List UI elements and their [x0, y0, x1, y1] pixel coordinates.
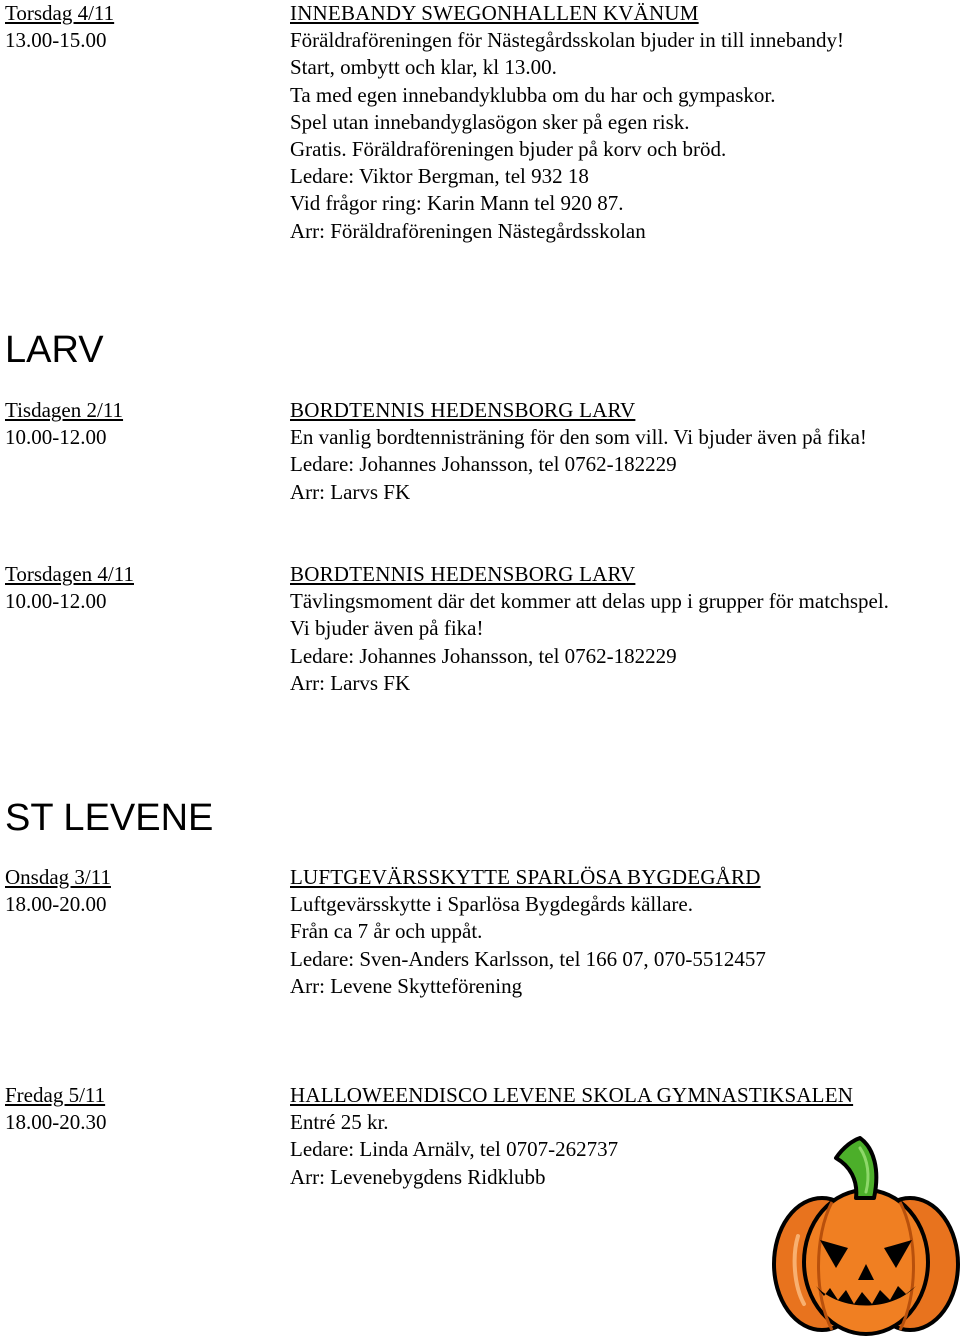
event-line: Arr: Föräldraföreningen Nästegårdsskolan [290, 218, 646, 243]
event-line: Start, ombytt och klar, kl 13.00. [290, 55, 557, 80]
event-line: Ta med egen innebandyklubba om du har och gympaskor. [290, 82, 776, 107]
event-line: Arr: Larvs FK [290, 479, 411, 504]
event-line: Spel utan innebandyglasögon sker på egen risk. [290, 109, 690, 134]
event-line: Arr: Levenebygdens Ridklubb [290, 1164, 546, 1189]
event-when [5, 864, 285, 918]
event-line: Entré 25 kr. [290, 1110, 389, 1135]
event-line: En vanlig bordtennisträning för den som vill. Vi bjuder även på fika! [290, 425, 867, 450]
event-line: Vi bjuder även på fika! [290, 616, 484, 641]
event-line: Ledare: Sven-Anders Karlsson, tel 166 07, 070-5512457 [290, 946, 766, 971]
pumpkin-body [774, 1190, 958, 1334]
event-details [290, 397, 960, 506]
event-line: Ledare: Linda Arnälv, tel 0707-262737 [290, 1137, 619, 1162]
event-when [5, 0, 285, 54]
jack-o-lantern-icon [770, 1136, 960, 1339]
event-line: Luftgevärsskytte i Sparlösa Bygdegårds källare. [290, 892, 693, 917]
event-day: Tisdagen 2/11 [5, 398, 124, 422]
event-title: INNEBANDY SWEGONHALLEN KVÄNUM [290, 1, 699, 25]
event-line: Ledare: Viktor Bergman, tel 932 18 [290, 164, 589, 189]
event-line: Ledare: Johannes Johansson, tel 0762-182229 [290, 452, 677, 477]
event-time: 10.00-12.00 [5, 425, 107, 450]
stem-shape [836, 1138, 876, 1198]
event-time: 18.00-20.00 [5, 892, 107, 917]
event-when [5, 397, 285, 451]
event-day: Onsdag 3/11 [5, 865, 111, 889]
event-line: Från ca 7 år och uppåt. [290, 919, 483, 944]
event-details [290, 0, 960, 245]
event-title: BORDTENNIS HEDENSBORG LARV [290, 398, 636, 422]
event-title: BORDTENNIS HEDENSBORG LARV [290, 562, 636, 586]
event-day: Torsdag 4/11 [5, 1, 115, 25]
section-heading-larv: LARV [5, 329, 104, 371]
event-line: Ledare: Johannes Johansson, tel 0762-182229 [290, 643, 677, 668]
pumpkin-stem [836, 1138, 876, 1198]
event-line: Vid frågor ring: Karin Mann tel 920 87. [290, 191, 624, 216]
event-when [5, 1082, 285, 1136]
event-line: Arr: Levene Skytteförening [290, 973, 523, 998]
event-line: Gratis. Föräldraföreningen bjuder på korv och bröd. [290, 137, 727, 162]
event-details [290, 864, 960, 1000]
event-when [5, 561, 285, 615]
event-time: 13.00-15.00 [5, 28, 107, 53]
event-time: 18.00-20.30 [5, 1110, 107, 1135]
event-line: Tävlingsmoment där det kommer att delas upp i grupper för matchspel. [290, 589, 889, 614]
event-line: Föräldraföreningen för Nästegårdsskolan bjuder in till innebandy! [290, 28, 845, 53]
section-heading-st-levene: ST LEVENE [5, 797, 214, 839]
event-details [290, 561, 960, 697]
pumpkin-lobe [804, 1190, 928, 1334]
event-line: Arr: Larvs FK [290, 670, 411, 695]
event-title: HALLOWEENDISCO LEVENE SKOLA GYMNASTIKSALEN [290, 1083, 854, 1107]
event-day: Torsdagen 4/11 [5, 562, 134, 586]
event-time: 10.00-12.00 [5, 589, 107, 614]
event-day: Fredag 5/11 [5, 1083, 106, 1107]
event-title: LUFTGEVÄRSSKYTTE SPARLÖSA BYGDEGÅRD [290, 865, 761, 889]
